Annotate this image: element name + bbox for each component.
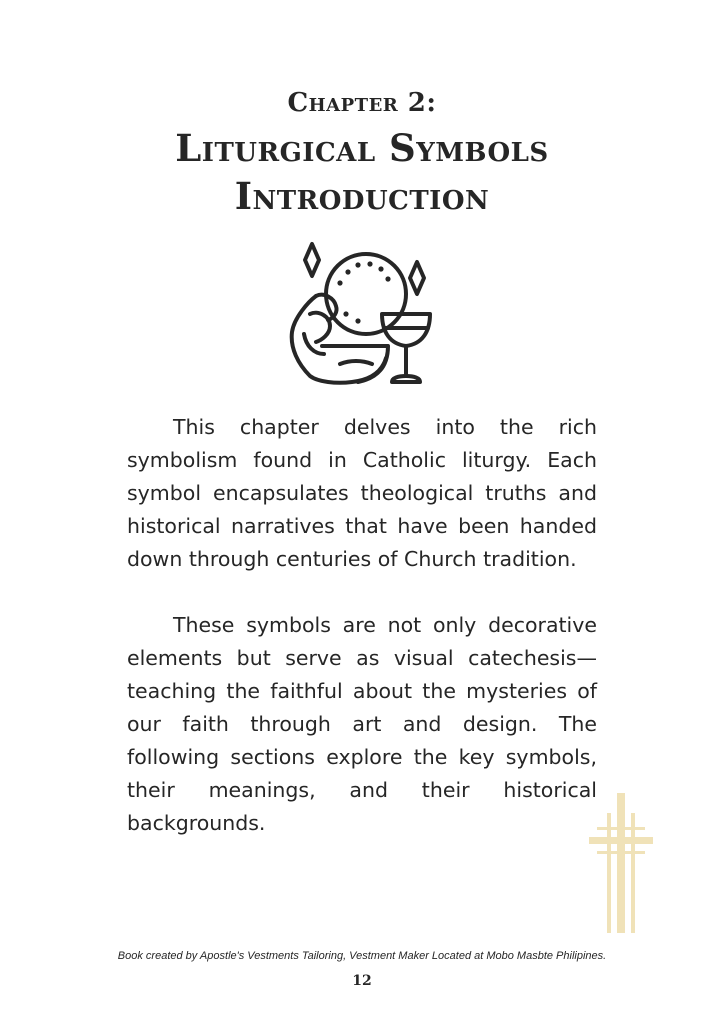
paragraph-text: These symbols are not only decorative elements but serve as visual catechesis—teaching the faithful about the mysteries of our faith through art and design. The following sections explore the key symbols, their meanings, and their historical backgrounds.	[127, 613, 597, 835]
eucharist-bread-chalice-icon	[286, 236, 436, 388]
page-number: 12	[352, 973, 372, 989]
intro-paragraph-1	[127, 411, 597, 576]
paragraph-text: This chapter delves into the rich symbolism found in Catholic liturgy. Each symbol encapsulates theological truths and historical narratives that have been handed down through centuries of Church tradition.	[127, 415, 597, 571]
footer-credit: Book created by Apostle's Vestments Tailoring, Vestment Maker Located at Mobo Masbte Philipines.	[117, 950, 607, 962]
intro-paragraph-2	[127, 609, 597, 840]
cross-icon	[585, 793, 657, 933]
chapter-title	[0, 124, 724, 220]
chapter-label: Chapter 2:	[287, 88, 437, 118]
chapter-title-line-1: Liturgical Symbols	[175, 126, 549, 170]
chapter-title-line-2: Introduction	[234, 174, 490, 218]
